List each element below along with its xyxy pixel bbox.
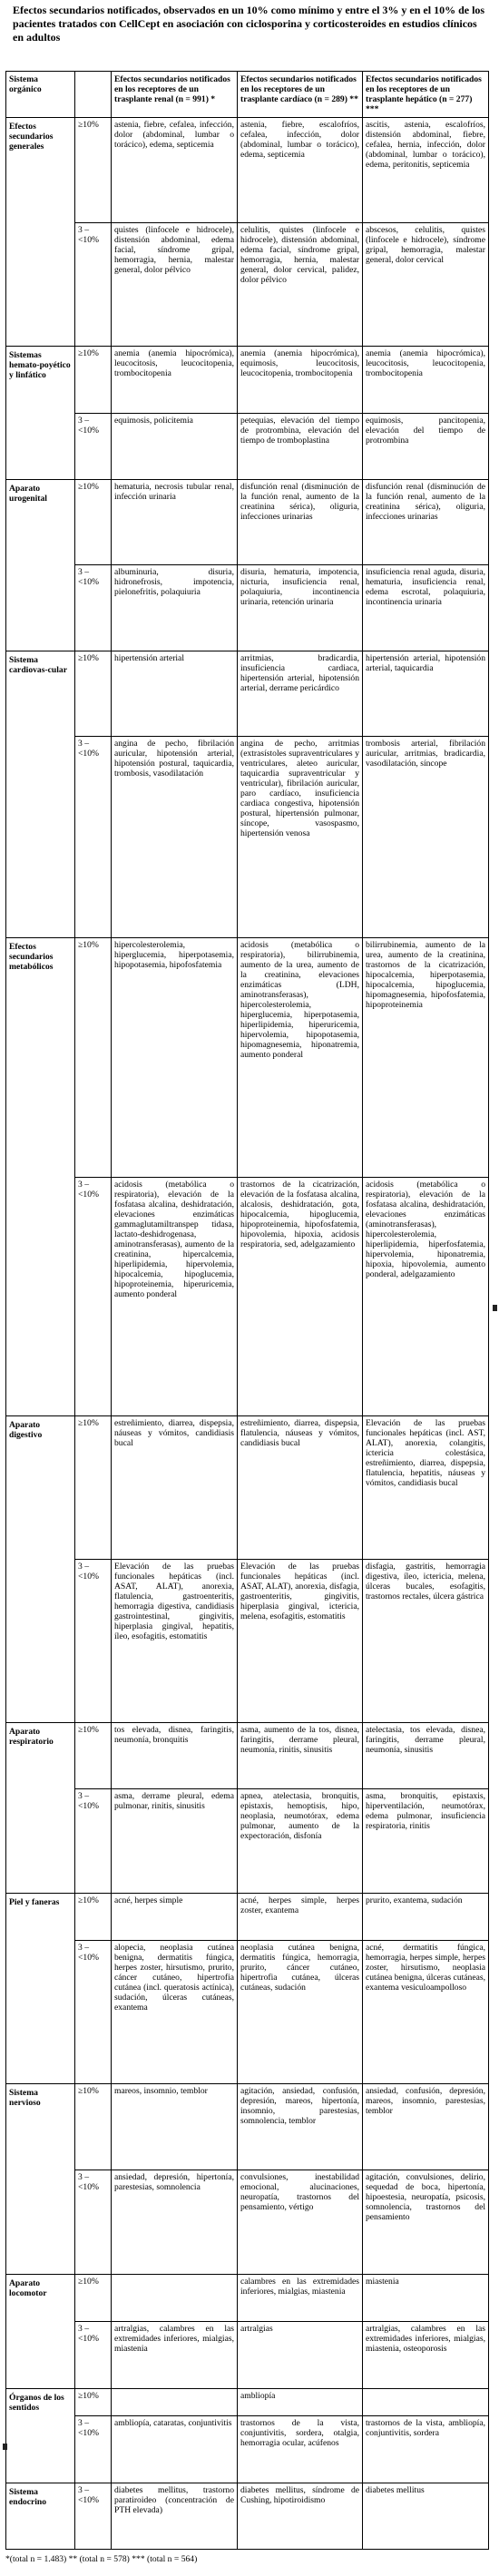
renal-effects-cell: quistes (linfocele e hidrocele), distensión abdominal, edema facial, síndrome gripal, hemorragia, hernia, malestar general, dolor pélvico <box>112 222 238 347</box>
cardiac-effects-cell: anemia (anemia hipocrómica), equimosis, leucocitosis, leucocitopenia, trombocitopenia <box>238 347 363 413</box>
organ-system-cell: Sistema cardiovas-cular <box>6 651 75 937</box>
cardiac-effects-cell: disfunción renal (disminución de la función renal, aumento de la creatinina sérica), oliguria, infecciones urinarias <box>238 479 363 564</box>
frequency-cell: 3 – <10% <box>75 2322 112 2388</box>
frequency-cell: 3 – <10% <box>75 2170 112 2275</box>
header-frequency <box>75 72 112 118</box>
header-renal: Efectos secundarios notificados en los receptores de un trasplante renal (n = 991) * <box>112 72 238 118</box>
cardiac-effects-cell: diabetes mellitus, síndrome de Cushing, hipotiroidismo <box>238 2483 363 2549</box>
cardiac-effects-cell: acné, herpes simple, herpes zoster, exantema <box>238 1894 363 1941</box>
frequency-cell: 3 – <10% <box>75 1177 112 1416</box>
hepatic-effects-cell: disfunción renal (disminución de la función renal, aumento de la creatinina sérica), oliguria, infecciones urinarias <box>363 479 489 564</box>
hepatic-effects-cell: prurito, exantema, sudación <box>363 1894 489 1941</box>
renal-effects-cell: acné, herpes simple <box>112 1894 238 1941</box>
table-row <box>6 1941 489 2084</box>
hepatic-effects-cell <box>363 2388 489 2416</box>
table-caption: Efectos secundarios notificados, observados en un 10% como mínimo y entre el 3% y en el 10% de los pacientes tratados con CellCept en asociación con ciclosporina y corticosteroides en estudios clínicos en adultos <box>13 4 485 44</box>
hepatic-effects-cell: disfagia, gastritis, hemorragia digestiva, íleo, ictericia, melena, úlceras bucales, esofagitis, trastornos rectales, úlcera gástrica <box>363 1560 489 1722</box>
table-row <box>6 1177 489 1416</box>
hepatic-effects-cell: bilirrubinemia, aumento de la urea, aumento de la creatinina, trastornos de la cicatrización, hipocalcemia, hiperpotasemia, hipocalcemia, hipoglucemia, hipomagnesemia, hipofosfatemia, hipoproteinemia <box>363 937 489 1177</box>
frequency-cell: 3 – <10% <box>75 413 112 479</box>
cardiac-effects-cell: neoplasia cutánea benigna, dermatitis fúngica, hemorragia, prurito, cáncer cutáneo, hipertrofia cutánea, úlceras cutáneas, sudación <box>238 1941 363 2084</box>
hepatic-effects-cell: trombosis arterial, fibrilación auricular, arritmias, bradicardia, vasodilatación, síncope <box>363 737 489 938</box>
cardiac-effects-cell: acidosis (metabólica o respiratoria), bilirrubinemia, aumento de la urea, aumento de la creatinina, elevaciones enzimáticas (LDH, aminotransferasas), hipercolesterolemia, hiperglucemia, hiperpotasemia, hiperlipidemia, hiperuricemia, hipervolemia, hipopotasemia, hipomagnesemia, hiponatremia, aumento ponderal <box>238 937 363 1177</box>
hepatic-effects-cell: insuficiencia renal aguda, disuria, hematuria, insuficiencia renal, edema escrotal, polaquiuria, incontinencia urinaria <box>363 565 489 651</box>
cardiac-effects-cell: trastornos de la vista, conjuntivitis, sordera, otalgia, hemorragia ocular, acúfenos <box>238 2416 363 2483</box>
hepatic-effects-cell: artralgias, calambres en las extremidades inferiores, mialgias, miastenia, osteoporosis <box>363 2322 489 2388</box>
frequency-cell: 3 – <10% <box>75 2416 112 2483</box>
hepatic-effects-cell: trastornos de la vista, ambliopía, conjuntivitis, sordera <box>363 2416 489 2483</box>
cardiac-effects-cell: arritmias, bradicardia, insuficiencia cardiaca, hipertensión arterial, hipotensión arterial, derrame pericárdico <box>238 651 363 736</box>
renal-effects-cell: estreñimiento, diarrea, dispepsia, náuseas y vómitos, candidiasis bucal <box>112 1416 238 1560</box>
cardiac-effects-cell: Elevación de las pruebas funcionales hepáticas (incl. ASAT, ALAT), anorexia, disfagia, gastroenteritis, gingivitis, hiperplasia gingival, ictericia, melena, esofagitis, estomatitis <box>238 1560 363 1722</box>
organ-system-cell: Aparato urogenital <box>6 479 75 651</box>
frequency-cell: 3 – <10% <box>75 2483 112 2549</box>
renal-effects-cell: hipertensión arterial <box>112 651 238 736</box>
hepatic-effects-cell: ascitis, astenia, escalofríos, distensión abdominal, fiebre, cefalea, hernia, infección, dolor (abdominal, lumbar o torácico), edema, peritonitis, septicemia <box>363 118 489 223</box>
hepatic-effects-cell: diabetes mellitus <box>363 2483 489 2549</box>
frequency-cell: 3 – <10% <box>75 1560 112 1722</box>
renal-effects-cell: hipercolesterolemia, hiperglucemia, hiperpotasemia, hipopotasemia, hipofosfatemia <box>112 937 238 1177</box>
adverse-effects-table <box>5 71 489 2550</box>
table-row <box>6 2416 489 2483</box>
table-row <box>6 479 489 564</box>
organ-system-cell: Sistema nervioso <box>6 2084 75 2275</box>
organ-system-cell: Efectos secundarios generales <box>6 118 75 347</box>
cardiac-effects-cell: astenia, fiebre, escalofríos, cefalea, infección, dolor (abdominal, lumbar o torácico), edema, septicemia <box>238 118 363 223</box>
table-row <box>6 1788 489 1894</box>
cardiac-effects-cell: artralgias <box>238 2322 363 2388</box>
table-row <box>6 2322 489 2388</box>
table-row <box>6 737 489 938</box>
renal-effects-cell: ambliopía, cataratas, conjuntivitis <box>112 2416 238 2483</box>
header-hepatic: Efectos secundarios notificados en los receptores de un trasplante hepático (n = 277) *** <box>363 72 489 118</box>
cardiac-effects-cell: convulsiones, inestabilidad emocional, alucinaciones, neuropatía, trastornos del pensamiento, vértigo <box>238 2170 363 2275</box>
table-row <box>6 937 489 1177</box>
frequency-cell: ≥10% <box>75 118 112 223</box>
hepatic-effects-cell: equimosis, pancitopenia, elevación del tiempo de protrombina <box>363 413 489 479</box>
table-row <box>6 347 489 413</box>
table-row <box>6 222 489 347</box>
renal-effects-cell: equimosis, policitemia <box>112 413 238 479</box>
renal-effects-cell: alopecia, neoplasia cutánea benigna, dermatitis fúngica, herpes zoster, hirsutismo, prurito, cáncer cutáneo, hipertrofia cutánea (incl. queratosis actínica), sudación, úlceras cutáneas, exantema <box>112 1941 238 2084</box>
hepatic-effects-cell: asma, bronquitis, epistaxis, hiperventilación, neumotórax, edema pulmonar, insuficiencia respiratoria, rinitis <box>363 1788 489 1894</box>
renal-effects-cell: angina de pecho, fibrilación auricular, hipotensión arterial, hipotensión postural, taquicardia, trombosis, vasodilatación <box>112 737 238 938</box>
frequency-cell: ≥10% <box>75 1416 112 1560</box>
frequency-cell: 3 – <10% <box>75 1941 112 2084</box>
table-row <box>6 413 489 479</box>
renal-effects-cell: mareos, insomnio, temblor <box>112 2084 238 2170</box>
renal-effects-cell: asma, derrame pleural, edema pulmonar, rinitis, sinusitis <box>112 1788 238 1894</box>
table-row <box>6 2483 489 2549</box>
cardiac-effects-cell: apnea, atelectasia, bronquitis, epistaxis, hemoptisis, hipo, neoplasia, neumotórax, edema pulmonar, aumento de la expectoración, disfonía <box>238 1788 363 1894</box>
hepatic-effects-cell: acidosis (metabólica o respiratoria), elevación de la fosfatasa alcalina, deshidratación, elevaciones enzimáticas (aminotransferasas), hipercolesterolemia, hiperlipidemia, hiperfosfatemia, hipervolemia, hiponatremia, hipoxia, hipovolemia, aumento ponderal, adelgazamiento <box>363 1177 489 1416</box>
cardiac-effects-cell: ambliopía <box>238 2388 363 2416</box>
margin-mark <box>3 2444 7 2450</box>
organ-system-cell: Aparato locomotor <box>6 2275 75 2388</box>
table-row <box>6 2275 489 2322</box>
organ-system-cell: Aparato respiratorio <box>6 1722 75 1894</box>
table-row <box>6 1894 489 1941</box>
table-row <box>6 2170 489 2275</box>
organ-system-cell: Sistema endocrino <box>6 2483 75 2549</box>
table-row <box>6 1560 489 1722</box>
cardiac-effects-cell: calambres en las extremidades inferiores, mialgias, miastenia <box>238 2275 363 2322</box>
frequency-cell: ≥10% <box>75 1722 112 1788</box>
frequency-cell: 3 – <10% <box>75 737 112 938</box>
cardiac-effects-cell: trastornos de la cicatrización, elevación de la fosfatasa alcalina, alcalosis, deshidratación, gota, hipocalcemia, hipoglucemia, hipoproteinemia, hipofosfatemia, hipovolemia, hipoxia, acidosis respiratoria, sed, adelgazamiento <box>238 1177 363 1416</box>
table-row <box>6 1416 489 1560</box>
renal-effects-cell <box>112 2388 238 2416</box>
frequency-cell: 3 – <10% <box>75 1788 112 1894</box>
frequency-cell: ≥10% <box>75 2275 112 2322</box>
table-header-row <box>6 72 489 118</box>
hepatic-effects-cell: atelectasia, tos elevada, disnea, faringitis, derrame pleural, neumonía, sinusitis <box>363 1722 489 1788</box>
cardiac-effects-cell: celulitis, quistes (linfocele e hidrocele), distensión abdominal, edema facial, síndrome gripal, hemorragia, hernia, malestar general, dolor cervical, palidez, dolor pélvico <box>238 222 363 347</box>
frequency-cell: ≥10% <box>75 347 112 413</box>
cardiac-effects-cell: angina de pecho, arritmias (extrasístoles supraventriculares y ventriculares, aleteo auricular, taquicardia supraventricular y ventricular), fibrilación auricular, paro cardíaco, insuficiencia cardiaca congestiva, hipotensión postural, hipertensión pulmonar, síncope, vasospasmo, hipertensión venosa <box>238 737 363 938</box>
frequency-cell: ≥10% <box>75 2084 112 2170</box>
renal-effects-cell: tos elevada, disnea, faringitis, neumonía, bronquitis <box>112 1722 238 1788</box>
organ-system-cell: Sistemas hemato-poyético y linfático <box>6 347 75 479</box>
hepatic-effects-cell: miastenia <box>363 2275 489 2322</box>
renal-effects-cell: astenia, fiebre, cefalea, infección, dolor (abdominal, lumbar o torácico), edema, septicemia <box>112 118 238 223</box>
table-row <box>6 2084 489 2170</box>
cardiac-effects-cell: estreñimiento, diarrea, dispepsia, flatulencia, náuseas y vómitos, candidiasis bucal <box>238 1416 363 1560</box>
organ-system-cell: Piel y faneras <box>6 1894 75 2084</box>
frequency-cell: ≥10% <box>75 1894 112 1941</box>
cardiac-effects-cell: asma, aumento de la tos, disnea, faringitis, derrame pleural, neumonía, rinitis, sinusitis <box>238 1722 363 1788</box>
frequency-cell: 3 – <10% <box>75 565 112 651</box>
renal-effects-cell <box>112 2275 238 2322</box>
table-row <box>6 2388 489 2416</box>
renal-effects-cell: albuminuria, disuria, hidronefrosis, impotencia, pielonefritis, polaquiuria <box>112 565 238 651</box>
table-row <box>6 1722 489 1788</box>
renal-effects-cell: acidosis (metabólica o respiratoria), elevación de la fosfatasa alcalina, deshidratación, elevaciones enzimáticas gammaglutamiltranspep tidasa, lactato-deshidrogenasa, aminotransferasas), aumento de la creatinina, hipercalcemia, hiperlipidemia, hipervolemia, hipocalcemia, hipoglucemia, hipoproteinemia, hiperuricemia, aumento ponderal <box>112 1177 238 1416</box>
cardiac-effects-cell: petequias, elevación del tiempo de protrombina, elevación del tiempo de tromboplastina <box>238 413 363 479</box>
organ-system-cell: Efectos secundarios metabólicos <box>6 937 75 1416</box>
frequency-cell: ≥10% <box>75 937 112 1177</box>
hepatic-effects-cell: acné, dermatitis fúngica, hemorragia, herpes simple, herpes zoster, hirsutismo, neoplasia cutánea benigna, úlceras cutáneas, exantema vesiculoampolloso <box>363 1941 489 2084</box>
renal-effects-cell: diabetes mellitus, trastorno paratiroideo (concentración de PTH elevada) <box>112 2483 238 2549</box>
header-organ: Sistema orgánico <box>6 72 75 118</box>
hepatic-effects-cell: anemia (anemia hipocrómica), leucocitosis, leucocitopenia, trombocitopenia <box>363 347 489 413</box>
frequency-cell: ≥10% <box>75 2388 112 2416</box>
organ-system-cell: Aparato digestivo <box>6 1416 75 1722</box>
table-row <box>6 651 489 736</box>
renal-effects-cell: ansiedad, depresión, hipertonía, parestesias, somnolencia <box>112 2170 238 2275</box>
margin-mark <box>493 1305 497 1311</box>
hepatic-effects-cell: abscesos, celulitis, quistes (linfocele e hidrocele), síndrome gripal, hemorragia, malestar general, dolor cervical <box>363 222 489 347</box>
renal-effects-cell: anemia (anemia hipocrómica), leucocitosis, leucocitopenia, trombocitopenia <box>112 347 238 413</box>
frequency-cell: 3 – <10% <box>75 222 112 347</box>
header-cardiac: Efectos secundarios notificados en los receptores de un trasplante cardíaco (n = 289) ** <box>238 72 363 118</box>
cardiac-effects-cell: disuria, hematuria, impotencia, nicturia, insuficiencia renal, polaquiuria, incontinencia urinaria, retención urinaria <box>238 565 363 651</box>
cardiac-effects-cell: agitación, ansiedad, confusión, depresión, mareos, hipertonía, insomnio, parestesias, somnolencia, temblor <box>238 2084 363 2170</box>
renal-effects-cell: artralgias, calambres en las extremidades inferiores, mialgias, miastenia <box>112 2322 238 2388</box>
renal-effects-cell: Elevación de las pruebas funcionales hepáticas (incl. ASAT, ALAT), anorexia, flatulencia, gastroenteritis, hemorragia digestiva, candidiasis gastrointestinal, gingivitis, hiperplasia gingival, hepatitis, íleo, esofagitis, estomatitis <box>112 1560 238 1722</box>
table-row <box>6 565 489 651</box>
hepatic-effects-cell: agitación, convulsiones, delirio, sequedad de boca, hipertonía, hipoestesia, neuropatía, psicosis, somnolencia, trastornos del pensamiento <box>363 2170 489 2275</box>
frequency-cell: ≥10% <box>75 479 112 564</box>
table-row <box>6 118 489 223</box>
frequency-cell: ≥10% <box>75 651 112 736</box>
renal-effects-cell: hematuria, necrosis tubular renal, infección urinaria <box>112 479 238 564</box>
table-footnote: *(total n = 1.483) ** (total n = 578) *** (total n = 564) <box>5 2554 198 2564</box>
hepatic-effects-cell: ansiedad, confusión, depresión, mareos, insomnio, parestesias, temblor <box>363 2084 489 2170</box>
organ-system-cell: Órganos de los sentidos <box>6 2388 75 2483</box>
hepatic-effects-cell: hipertensión arterial, hipotensión arterial, taquicardia <box>363 651 489 736</box>
hepatic-effects-cell: Elevación de las pruebas funcionales hepáticas (incl. AST, ALAT), anorexia, colangitis, ictericia colestásica, estreñimiento, diarrea, dispepsia, flatulencia, hepatitis, náuseas y vómitos, candidiasis bucal <box>363 1416 489 1560</box>
